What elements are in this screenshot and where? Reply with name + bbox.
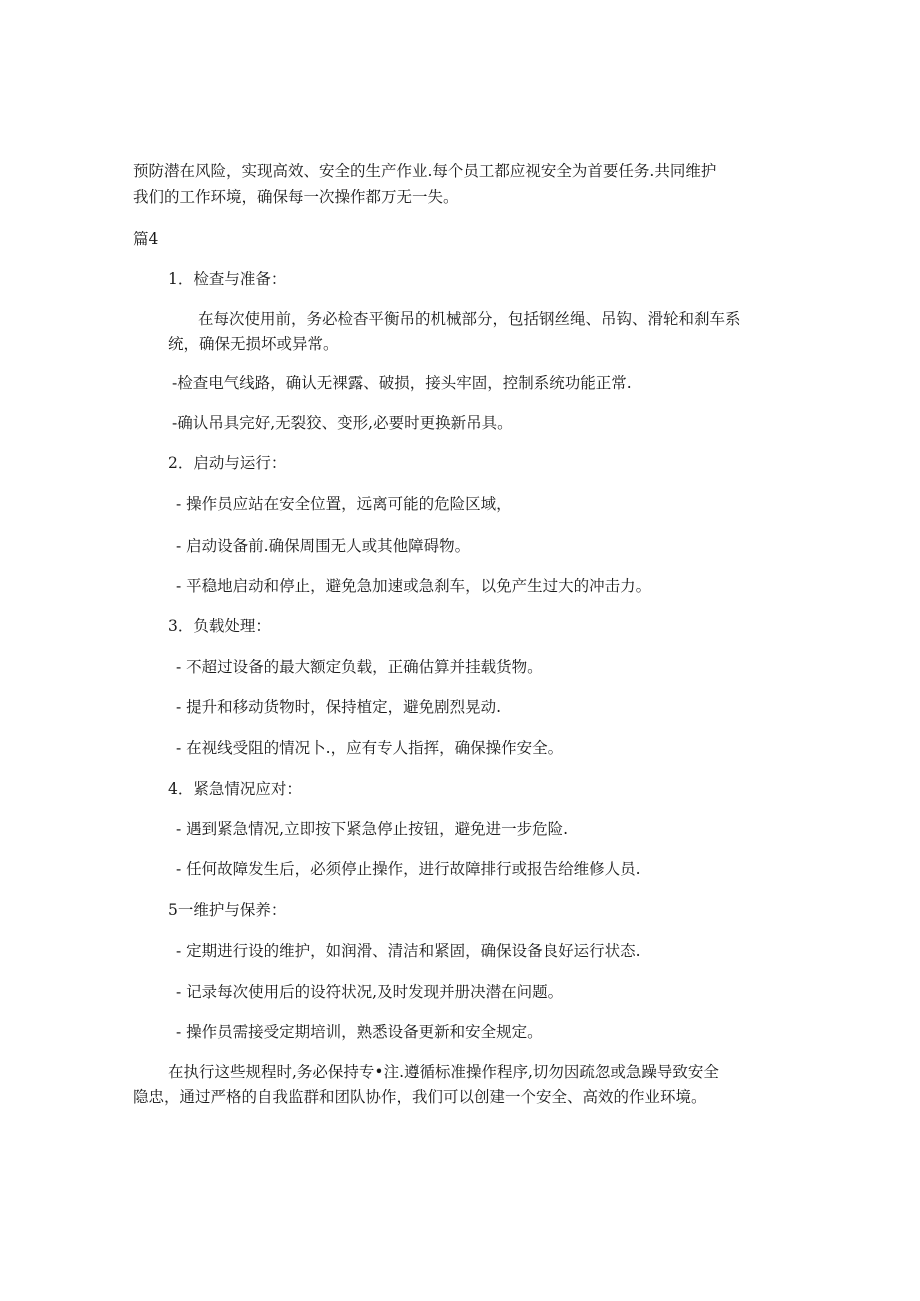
conclusion-line-2: 隐忠，通过严格的自我监群和团队协作，我们可以创建一个安全、高效的作业环境。 [133,1088,707,1106]
intro-line-1: 预防潜在风险，实现高效、安全的生产作业.每个员工都应视安全为首要任务.共同维护 [133,162,717,180]
bullet-item: - 启动设备前.确保周围无人或其他障碍物。 [176,537,471,555]
bullet-item: - 提升和移动货物时，保持植定，避免剧烈晃动. [176,698,502,716]
section-heading-4: 4．紧急情况应对： [168,780,302,798]
paragraph-line: 在每次使用前，务必检杳平衡吊的机械部分，包括钢丝绳、吊钩、滑轮和刹车系 [198,310,741,328]
bullet-item: -检查电气线路，确认无裸露、破损，接头牢固，控制系统功能正常. [172,374,632,392]
bullet-item: - 操作员需接受定期培训，熟悉设备更新和安全规定。 [176,1023,543,1041]
section-title: 篇4 [133,230,159,248]
bullet-item: - 记录每次使用后的设符状况,及时发现并册决潜在问题。 [176,983,564,1001]
intro-line-2: 我们的工作环境，确保每一次操作都万无一失。 [133,188,459,206]
bullet-item: - 遇到紧急情况,立即按下紧急停止按钮，避免进一步危险. [176,820,569,838]
bullet-item: -确认吊具完好,无裂狡、变形,必要时更换新吊具。 [172,414,513,432]
bullet-item: - 在视线受阻的情况卜.，应有专人指挥，确保操作安全。 [176,739,564,757]
bullet-item: - 定期进行设的维护，如润滑、清洁和紧固，确保设备良好运行状态. [176,942,641,960]
bullet-item: - 任何故障发生后，必须停止操作，进行故障排行或报告给维修人员. [176,860,641,878]
bullet-item: - 平稳地启动和停止，避免急加速或急刹车，以免产生过大的冲击力。 [176,577,652,595]
section-heading-3: 3．负载处理： [168,617,271,635]
conclusion-line-1: 在执行这些规程时,务必保持专•注.遵循标准操作程序,切勿因疏忽或急躁导致安全 [168,1063,719,1081]
section-heading-2: 2．启动与运行： [168,454,287,472]
section-heading-5: 5一维护与保养： [168,901,287,919]
paragraph-line: 统，确保无损坏或异常。 [168,335,339,353]
bullet-item: - 不超过设备的最大额定负载，正确估算并挂载货物。 [176,658,543,676]
section-heading-1: 1．检查与准备： [168,270,287,288]
bullet-item: - 操作员应站在安全位置，远离可能的危险区域， [176,495,512,513]
